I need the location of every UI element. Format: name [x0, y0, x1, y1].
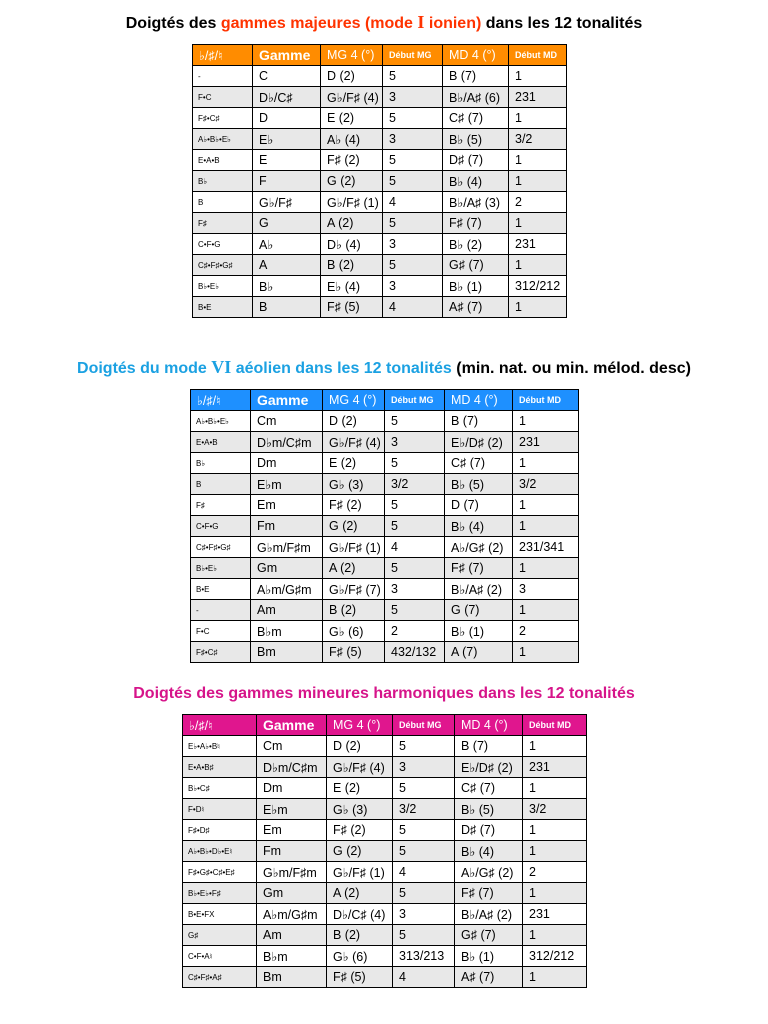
rh-start-finger-cell: 1: [523, 778, 587, 799]
scale-cell: D♭m/C♯m: [251, 432, 323, 453]
lh-fourth-finger-cell: G (2): [323, 516, 385, 537]
lh-start-finger-cell: 5: [383, 66, 443, 87]
accidentals-cell: A♭•B♭•D♭•E♮: [183, 841, 257, 862]
rh-start-finger-cell: 1: [523, 820, 587, 841]
rh-start-finger-cell: 2: [523, 862, 587, 883]
lh-fourth-finger-header: MG 4 (°): [321, 45, 383, 66]
header-row: [183, 715, 587, 736]
rh-start-finger-cell: 3/2: [523, 799, 587, 820]
table-row: [183, 736, 587, 757]
accidentals-cell: C♯•F♯•G♯: [193, 255, 253, 276]
accidentals-cell: C•F•G: [193, 234, 253, 255]
rh-fourth-finger-cell: B♭ (1): [443, 276, 509, 297]
accidentals-cell: C♯•F♯•A♯: [183, 967, 257, 988]
scale-cell: Bm: [257, 967, 327, 988]
scale-cell: D: [253, 108, 321, 129]
lh-fourth-finger-cell: F♯ (2): [321, 150, 383, 171]
lh-fourth-finger-cell: A♭ (4): [321, 129, 383, 150]
accidentals-cell: B♭: [193, 171, 253, 192]
scale-cell: E: [253, 150, 321, 171]
lh-start-finger-cell: 5: [385, 516, 445, 537]
rh-start-finger-cell: 231: [509, 87, 567, 108]
table-row: [183, 925, 587, 946]
table-row: [183, 778, 587, 799]
accidentals-cell: F•C: [191, 621, 251, 642]
rh-fourth-finger-cell: D♯ (7): [455, 820, 523, 841]
scale-cell: B: [253, 297, 321, 318]
rh-start-finger-cell: 1: [523, 736, 587, 757]
rh-start-finger-cell: 3/2: [509, 129, 567, 150]
rh-start-finger-cell: 1: [509, 255, 567, 276]
lh-start-finger-cell: 2: [385, 621, 445, 642]
rh-start-finger-cell: 1: [509, 108, 567, 129]
lh-start-finger-cell: 5: [393, 820, 455, 841]
accidentals-cell: E•A•B♯: [183, 757, 257, 778]
section-title-aeolian-mode: [0, 357, 768, 379]
lh-start-finger-cell: 3: [385, 579, 445, 600]
lh-start-finger-cell: 3: [383, 276, 443, 297]
rh-fourth-finger-cell: C♯ (7): [445, 453, 513, 474]
lh-fourth-finger-cell: D (2): [323, 411, 385, 432]
scale-cell: D♭/C♯: [253, 87, 321, 108]
table-row: [191, 474, 579, 495]
lh-start-finger-cell: 432/132: [385, 642, 445, 663]
scale-cell: D♭m/C♯m: [257, 757, 327, 778]
lh-fourth-finger-cell: G (2): [321, 171, 383, 192]
table-row: [191, 453, 579, 474]
rh-start-finger-header: Début MD: [513, 390, 579, 411]
table-row: [191, 495, 579, 516]
title-roman-numeral: I: [417, 12, 425, 32]
scale-cell: B♭: [253, 276, 321, 297]
table-row: [193, 276, 567, 297]
rh-fourth-finger-cell: F♯ (7): [445, 558, 513, 579]
scale-cell: A♭m/G♯m: [251, 579, 323, 600]
table-row: [193, 234, 567, 255]
lh-fourth-finger-cell: D (2): [327, 736, 393, 757]
lh-fourth-finger-cell: G (2): [327, 841, 393, 862]
scale-cell: Gm: [257, 883, 327, 904]
rh-start-finger-cell: 1: [523, 967, 587, 988]
lh-start-finger-cell: 5: [385, 495, 445, 516]
lh-fourth-finger-cell: D (2): [321, 66, 383, 87]
accidentals-cell: -: [193, 66, 253, 87]
title-highlight: ionien): [424, 15, 482, 32]
title-text: Doigtés des: [125, 15, 221, 32]
table-row: [193, 150, 567, 171]
rh-start-finger-cell: 231/341: [513, 537, 579, 558]
rh-fourth-finger-cell: E♭/D♯ (2): [445, 432, 513, 453]
scale-cell: Dm: [257, 778, 327, 799]
scale-cell: Fm: [251, 516, 323, 537]
table-row: [191, 558, 579, 579]
lh-fourth-finger-cell: F♯ (2): [323, 495, 385, 516]
rh-fourth-finger-cell: B♭ (1): [445, 621, 513, 642]
rh-fourth-finger-cell: D♯ (7): [443, 150, 509, 171]
lh-fourth-finger-cell: G♭/F♯ (7): [323, 579, 385, 600]
lh-fourth-finger-cell: G♭/F♯ (1): [323, 537, 385, 558]
rh-fourth-finger-cell: G♯ (7): [443, 255, 509, 276]
accidentals-cell: B: [191, 474, 251, 495]
rh-start-finger-cell: 1: [513, 642, 579, 663]
accidentals-cell: F♯: [191, 495, 251, 516]
table-row: [193, 108, 567, 129]
scale-cell: B♭m: [251, 621, 323, 642]
lh-fourth-finger-cell: G♭ (6): [323, 621, 385, 642]
scale-cell: Cm: [251, 411, 323, 432]
rh-start-finger-cell: 1: [523, 883, 587, 904]
table-row: [191, 579, 579, 600]
scale-cell: G♭m/F♯m: [251, 537, 323, 558]
lh-fourth-finger-cell: E (2): [323, 453, 385, 474]
section-title-major-scales: [0, 12, 768, 34]
scale-cell: A: [253, 255, 321, 276]
rh-fourth-finger-cell: F♯ (7): [443, 213, 509, 234]
lh-fourth-finger-cell: E (2): [327, 778, 393, 799]
rh-fourth-finger-cell: B♭ (5): [443, 129, 509, 150]
lh-fourth-finger-cell: G♭/F♯ (1): [327, 862, 393, 883]
lh-fourth-finger-cell: E♭ (4): [321, 276, 383, 297]
rh-start-finger-cell: 1: [523, 841, 587, 862]
rh-start-finger-cell: 3/2: [513, 474, 579, 495]
rh-start-finger-cell: 2: [509, 192, 567, 213]
lh-start-finger-cell: 5: [393, 736, 455, 757]
accidentals-cell: B♭•E♭•F♯: [183, 883, 257, 904]
title-text: dans les 12 tonalités: [481, 15, 643, 32]
table-row: [193, 297, 567, 318]
rh-fourth-finger-cell: B♭ (5): [445, 474, 513, 495]
lh-start-finger-cell: 5: [385, 600, 445, 621]
scale-cell: F: [253, 171, 321, 192]
rh-fourth-finger-cell: A♯ (7): [455, 967, 523, 988]
table-row: [191, 537, 579, 558]
lh-start-finger-cell: 3: [385, 432, 445, 453]
scale-cell: E♭: [253, 129, 321, 150]
scale-header: Gamme: [251, 390, 323, 411]
rh-fourth-finger-cell: B (7): [443, 66, 509, 87]
rh-start-finger-cell: 1: [509, 297, 567, 318]
table-row: [183, 799, 587, 820]
rh-fourth-finger-cell: G♯ (7): [455, 925, 523, 946]
rh-start-finger-cell: 1: [513, 600, 579, 621]
title-highlight: gammes majeures (mode: [220, 15, 418, 32]
rh-fourth-finger-cell: A♭/G♯ (2): [455, 862, 523, 883]
rh-start-finger-cell: 1: [523, 925, 587, 946]
rh-fourth-finger-header: MD 4 (°): [455, 715, 523, 736]
rh-fourth-finger-cell: E♭/D♯ (2): [455, 757, 523, 778]
lh-start-finger-cell: 3: [383, 129, 443, 150]
table-row: [183, 904, 587, 925]
lh-start-finger-cell: 5: [383, 150, 443, 171]
accidentals-cell: G♯: [183, 925, 257, 946]
rh-start-finger-cell: 1: [513, 453, 579, 474]
lh-fourth-finger-cell: E (2): [321, 108, 383, 129]
lh-fourth-finger-cell: F♯ (2): [327, 820, 393, 841]
accidentals-cell: B•E•FX: [183, 904, 257, 925]
table-row: [183, 757, 587, 778]
rh-fourth-finger-cell: A♯ (7): [443, 297, 509, 318]
lh-start-finger-cell: 5: [383, 108, 443, 129]
rh-start-finger-cell: 1: [513, 495, 579, 516]
lh-start-finger-cell: 4: [383, 297, 443, 318]
rh-fourth-finger-cell: B♭ (1): [455, 946, 523, 967]
lh-start-finger-cell: 5: [383, 171, 443, 192]
lh-fourth-finger-cell: A (2): [327, 883, 393, 904]
lh-start-finger-cell: 5: [393, 778, 455, 799]
table-row: [191, 642, 579, 663]
table-row: [191, 600, 579, 621]
lh-fourth-finger-cell: G♭/F♯ (4): [323, 432, 385, 453]
accidentals-cell: F•C: [193, 87, 253, 108]
accidentals-header: ♭/♯/♮: [183, 715, 257, 736]
accidentals-cell: A♭•B♭•E♭: [193, 129, 253, 150]
table-row: [193, 192, 567, 213]
lh-start-finger-header: Début MG: [385, 390, 445, 411]
table-row: [183, 883, 587, 904]
rh-start-finger-header: Début MD: [509, 45, 567, 66]
rh-start-finger-cell: 231: [513, 432, 579, 453]
lh-fourth-finger-cell: F♯ (5): [327, 967, 393, 988]
lh-start-finger-cell: 3: [383, 87, 443, 108]
section-title-harmonic-minor: Doigtés des gammes mineures harmoniques dans les 12 tonalités: [133, 685, 635, 702]
scale-cell: G♭m/F♯m: [257, 862, 327, 883]
lh-start-finger-cell: 3: [393, 904, 455, 925]
lh-fourth-finger-cell: A (2): [323, 558, 385, 579]
accidentals-cell: F♯: [193, 213, 253, 234]
lh-fourth-finger-cell: G♭/F♯ (4): [321, 87, 383, 108]
lh-fourth-finger-cell: G♭ (3): [327, 799, 393, 820]
rh-start-finger-cell: 312/212: [523, 946, 587, 967]
header-row: [191, 390, 579, 411]
accidentals-cell: B: [193, 192, 253, 213]
scale-cell: A♭m/G♯m: [257, 904, 327, 925]
accidentals-cell: B♭•C♯: [183, 778, 257, 799]
rh-start-finger-cell: 1: [513, 411, 579, 432]
rh-fourth-finger-cell: F♯ (7): [455, 883, 523, 904]
rh-fourth-finger-cell: B♭/A♯ (2): [445, 579, 513, 600]
lh-fourth-finger-header: MG 4 (°): [323, 390, 385, 411]
scale-cell: A♭: [253, 234, 321, 255]
rh-start-finger-cell: 231: [523, 757, 587, 778]
lh-start-finger-cell: 4: [393, 967, 455, 988]
accidentals-cell: -: [191, 600, 251, 621]
table-row: [183, 862, 587, 883]
rh-fourth-finger-cell: A (7): [445, 642, 513, 663]
rh-start-finger-cell: 1: [513, 516, 579, 537]
accidentals-header: ♭/♯/♮: [191, 390, 251, 411]
rh-fourth-finger-cell: G (7): [445, 600, 513, 621]
lh-start-finger-cell: 5: [383, 213, 443, 234]
rh-start-finger-header: Début MD: [523, 715, 587, 736]
accidentals-cell: C•F•A♮: [183, 946, 257, 967]
rh-fourth-finger-cell: B♭/A♯ (6): [443, 87, 509, 108]
lh-start-finger-cell: 3: [383, 234, 443, 255]
rh-fourth-finger-header: MD 4 (°): [445, 390, 513, 411]
rh-start-finger-cell: 1: [509, 66, 567, 87]
scale-cell: C: [253, 66, 321, 87]
scale-cell: B♭m: [257, 946, 327, 967]
scale-cell: G♭/F♯: [253, 192, 321, 213]
rh-fourth-finger-cell: B (7): [445, 411, 513, 432]
lh-fourth-finger-cell: B (2): [321, 255, 383, 276]
rh-fourth-finger-cell: B♭/A♯ (2): [455, 904, 523, 925]
title-roman-numeral: VI: [211, 357, 232, 377]
scale-cell: E♭m: [257, 799, 327, 820]
rh-fourth-finger-cell: B (7): [455, 736, 523, 757]
accidentals-cell: E•A•B: [193, 150, 253, 171]
scale-cell: Cm: [257, 736, 327, 757]
accidentals-cell: C♯•F♯•G♯: [191, 537, 251, 558]
lh-fourth-finger-cell: A (2): [321, 213, 383, 234]
lh-fourth-finger-header: MG 4 (°): [327, 715, 393, 736]
table-row: [193, 87, 567, 108]
rh-start-finger-cell: 1: [513, 558, 579, 579]
lh-start-finger-cell: 313/213: [393, 946, 455, 967]
accidentals-cell: F♯•C♯: [193, 108, 253, 129]
lh-start-finger-cell: 5: [385, 453, 445, 474]
accidentals-cell: B•E: [193, 297, 253, 318]
major-scales-table: [192, 44, 567, 318]
rh-start-finger-cell: 231: [523, 904, 587, 925]
accidentals-cell: B♭•E♭: [193, 276, 253, 297]
table-row: [193, 213, 567, 234]
accidentals-cell: F♯•C♯: [191, 642, 251, 663]
harmonic-minor-table: [182, 714, 587, 988]
lh-fourth-finger-cell: B (2): [327, 925, 393, 946]
aeolian-mode-table: [190, 389, 579, 663]
rh-start-finger-cell: 231: [509, 234, 567, 255]
rh-start-finger-cell: 1: [509, 150, 567, 171]
rh-start-finger-cell: 2: [513, 621, 579, 642]
scale-header: Gamme: [253, 45, 321, 66]
lh-start-finger-cell: 4: [385, 537, 445, 558]
scale-cell: Dm: [251, 453, 323, 474]
table-row: [191, 411, 579, 432]
lh-fourth-finger-cell: G♭ (6): [327, 946, 393, 967]
scale-cell: E♭m: [251, 474, 323, 495]
title-highlight: Doigtés du mode: [77, 360, 212, 377]
lh-start-finger-header: Début MG: [383, 45, 443, 66]
scale-cell: Bm: [251, 642, 323, 663]
accidentals-cell: B•E: [191, 579, 251, 600]
lh-start-finger-cell: 5: [385, 558, 445, 579]
rh-fourth-finger-cell: B♭ (4): [443, 171, 509, 192]
lh-start-finger-cell: 5: [383, 255, 443, 276]
lh-start-finger-header: Début MG: [393, 715, 455, 736]
rh-fourth-finger-cell: B♭/A♯ (3): [443, 192, 509, 213]
table-row: [183, 967, 587, 988]
lh-fourth-finger-cell: G♭/F♯ (4): [327, 757, 393, 778]
lh-fourth-finger-cell: F♯ (5): [321, 297, 383, 318]
rh-start-finger-cell: 3: [513, 579, 579, 600]
lh-start-finger-cell: 4: [393, 862, 455, 883]
accidentals-cell: F•D♮: [183, 799, 257, 820]
rh-fourth-finger-cell: B♭ (2): [443, 234, 509, 255]
scale-cell: Em: [257, 820, 327, 841]
table-row: [191, 432, 579, 453]
accidentals-cell: E♭•A♭•B♮: [183, 736, 257, 757]
table-row: [193, 66, 567, 87]
scale-cell: Em: [251, 495, 323, 516]
accidentals-cell: E•A•B: [191, 432, 251, 453]
accidentals-cell: A♭•B♭•E♭: [191, 411, 251, 432]
rh-start-finger-cell: 1: [509, 171, 567, 192]
table-row: [191, 621, 579, 642]
table-row: [191, 516, 579, 537]
rh-start-finger-cell: 1: [509, 213, 567, 234]
lh-start-finger-cell: 3/2: [385, 474, 445, 495]
accidentals-cell: F♯•G♯•C♯•E♯: [183, 862, 257, 883]
table-row: [193, 255, 567, 276]
accidentals-cell: F♯•D♯: [183, 820, 257, 841]
table-row: [183, 946, 587, 967]
lh-start-finger-cell: 3/2: [393, 799, 455, 820]
accidentals-header: ♭/♯/♮: [193, 45, 253, 66]
accidentals-cell: B♭: [191, 453, 251, 474]
rh-fourth-finger-cell: A♭/G♯ (2): [445, 537, 513, 558]
lh-start-finger-cell: 5: [393, 841, 455, 862]
lh-fourth-finger-cell: D♭/C♯ (4): [327, 904, 393, 925]
lh-fourth-finger-cell: G♭ (3): [323, 474, 385, 495]
rh-fourth-finger-cell: C♯ (7): [455, 778, 523, 799]
scale-cell: Fm: [257, 841, 327, 862]
lh-start-finger-cell: 4: [383, 192, 443, 213]
lh-start-finger-cell: 5: [393, 925, 455, 946]
lh-fourth-finger-cell: G♭/F♯ (1): [321, 192, 383, 213]
lh-fourth-finger-cell: D♭ (4): [321, 234, 383, 255]
title-text: (min. nat. ou min. mélod. desc): [451, 360, 691, 377]
accidentals-cell: C•F•G: [191, 516, 251, 537]
header-row: [193, 45, 567, 66]
title-highlight: aéolien dans les 12 tonalités: [231, 360, 452, 377]
rh-fourth-finger-cell: D (7): [445, 495, 513, 516]
rh-fourth-finger-cell: B♭ (4): [445, 516, 513, 537]
rh-fourth-finger-cell: B♭ (4): [455, 841, 523, 862]
scale-cell: G: [253, 213, 321, 234]
rh-fourth-finger-header: MD 4 (°): [443, 45, 509, 66]
scale-cell: Gm: [251, 558, 323, 579]
table-row: [183, 820, 587, 841]
rh-start-finger-cell: 312/212: [509, 276, 567, 297]
table-row: [183, 841, 587, 862]
lh-fourth-finger-cell: B (2): [323, 600, 385, 621]
rh-fourth-finger-cell: B♭ (5): [455, 799, 523, 820]
rh-fourth-finger-cell: C♯ (7): [443, 108, 509, 129]
scale-header: Gamme: [257, 715, 327, 736]
lh-start-finger-cell: 5: [385, 411, 445, 432]
table-row: [193, 129, 567, 150]
lh-start-finger-cell: 3: [393, 757, 455, 778]
table-row: [193, 171, 567, 192]
scale-cell: Am: [257, 925, 327, 946]
scale-cell: Am: [251, 600, 323, 621]
lh-start-finger-cell: 5: [393, 883, 455, 904]
lh-fourth-finger-cell: F♯ (5): [323, 642, 385, 663]
accidentals-cell: B♭•E♭: [191, 558, 251, 579]
